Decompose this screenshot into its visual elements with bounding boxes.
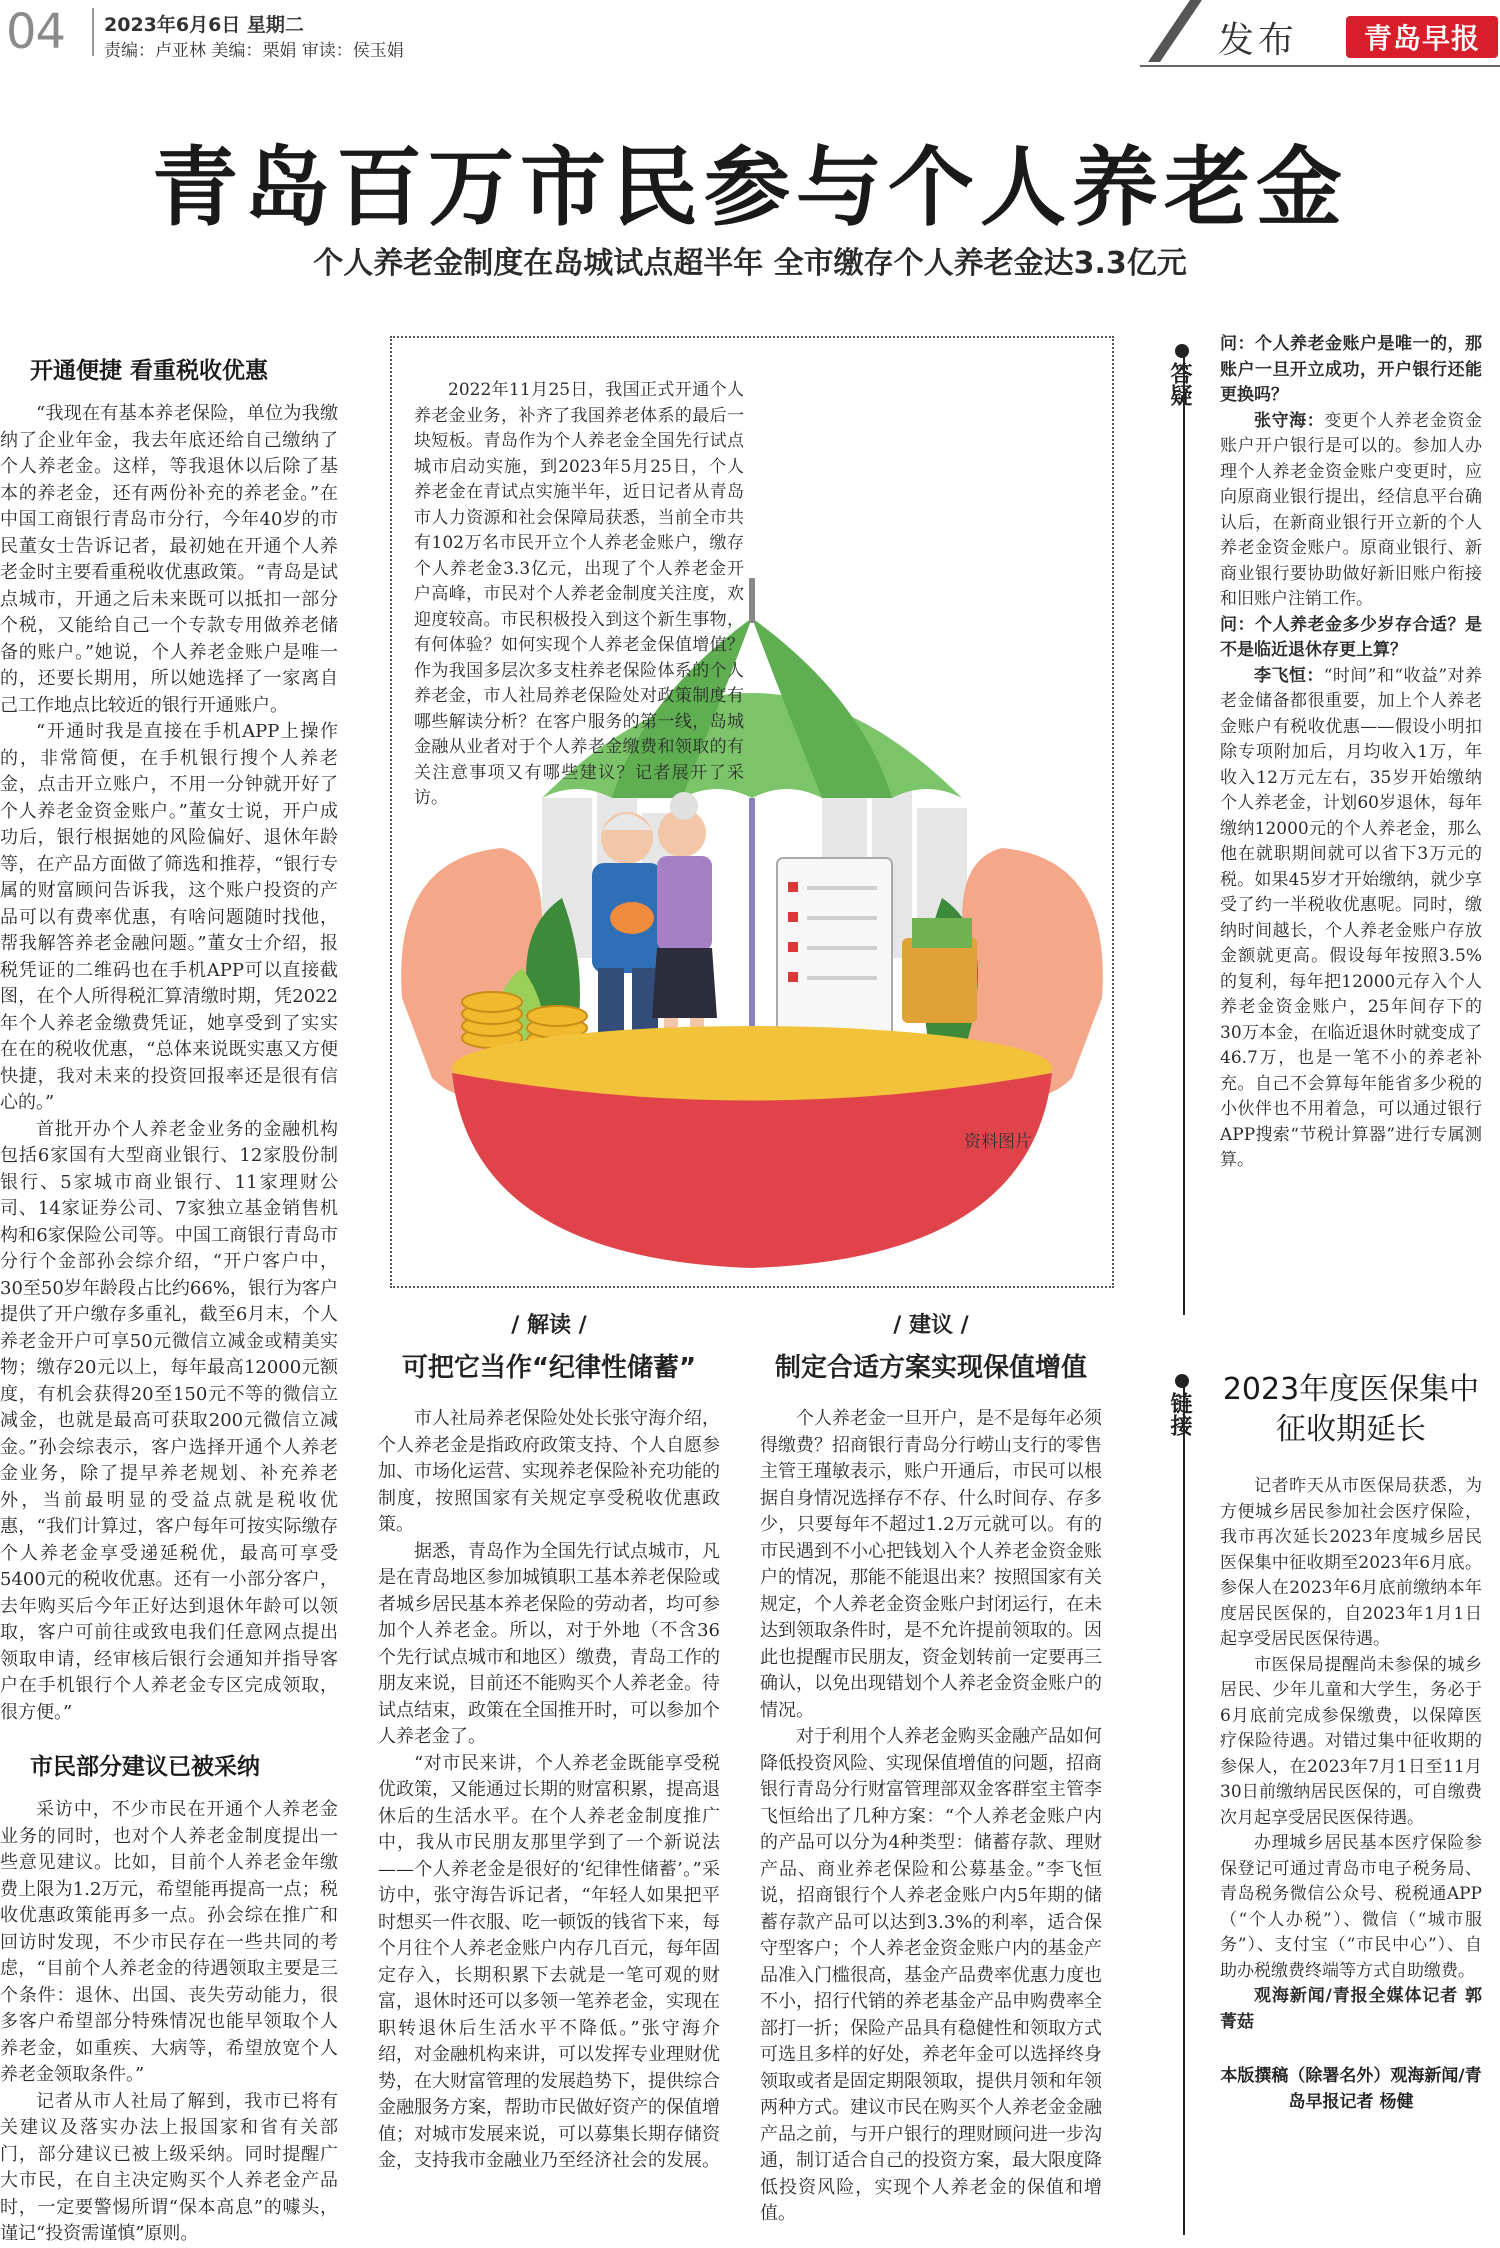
mid-paragraph: 个人养老金一旦开户，是不是每年必须得缴费？招商银行青岛分行崂山支行的零售主管王瑾敏表示，账户开通后，市民可以根据自身情况选择存不存、什么时间存、存多少，只要每年不超过1.2万元就可以。有的市民遇到不小心把钱划入个人养老金资金账户的情况，那能不能退出来？按照国家有关规定，个人养老金资金账户封闭运行，在未达到领取条件时，是不允许提前领取的。因此也提醒市民朋友，资金划转前一定要再三确认，以免出现错划个人养老金资金账户的情况。 bbox=[760, 1408, 1102, 1721]
image-caption: 资料图片 bbox=[964, 1132, 1032, 1152]
link-paragraph: 市医保局提醒尚未参保的城乡居民、少年儿童和大学生，务必于6月底前完成参保缴费，以保障医疗保险待遇。对错过集中征收期的参保人，在2023年7月1日至11月30日前缴纳居民医保的，可自缴费次月起享受居民医保待遇。 bbox=[1220, 1654, 1482, 1828]
qa-section bbox=[1220, 332, 1482, 1174]
issue-date: 2023年6月6日 星期二 bbox=[104, 14, 304, 36]
left-paragraph: 采访中，不少市民在开通个人养老金业务的同时，也对个人养老金制度提出一些意见建议。比如，目前个人养老金年缴费上限为1.2万元，希望能再提高一点；税收优惠政策能再多一点。孙会综在推广和回访时发现，不少市民存在一些共同的考虑，“目前个人养老金的待遇领取主要是三个条件：退休、出国、丧失劳动能力，很多客户希望部分特殊情况也能早领取个人养老金，如重疾、大病等，希望放宽个人养老金领取条件。” bbox=[0, 1799, 338, 2085]
left-paragraph: “我现在有基本养老保险，单位为我缴纳了企业年金，我去年底还给自己缴纳了个人养老金。这样，等我退休以后除了基本的养老金，还有两份补充的养老金。”在中国工商银行青岛市分行，今年40岁的市民董女士告诉记者，最初她在开通个人养老金时主要看重税收优惠政策。“青岛是试点城市，开通之后未来既可以抵扣一部分个税，又能给自己一个专款专用做养老储备的账户。”她说，个人养老金账户是唯一的，还要长期用，所以她选择了一家离自己工作地点比较近的银行开通账户。 bbox=[0, 403, 338, 716]
qa-answer-text: “时间”和“收益”对养老金储备都很重要，加上个人养老金账户有税收优惠——假设小明扣除专项附加后，月均收入1万，年收入12万元左右，35岁开始缴纳个人养老金，计划60岁退休，每年缴纳12000元的个人养老金，那么他在就职期间就可以省下3万元的税。如果45岁才开始缴纳，就少享受了约一半税收优惠呢。同时，缴纳时间越长，个人养老金账户存放金额就更高。假设每年按照3.5%的复利，每年把12000元存入个人养老金资金账户，25年间存下的30万本金，在临近退休时就变成了46.7万，也是一笔不小的养老补充。自己不会算每年能省多少税的小伙伴也不用着急，可以通过银行APP搜索“节税计算器”进行专属测算。 bbox=[1220, 665, 1482, 1170]
newspaper-logo bbox=[1346, 16, 1498, 58]
intro-box bbox=[390, 336, 1114, 1288]
qa-answer bbox=[1220, 664, 1482, 1174]
left-paragraph: “开通时我是直接在手机APP上操作的，非常简便，在手机银行搜个人养老金，点击开立账户，不用一分钟就开好了个人养老金资金账户。”董女士说，开户成功后，银行根据她的风险偏好、退休年龄等，在产品方面做了筛选和推荐，“银行专属的财富顾问告诉我，这个账户投资的产品可以有费率优惠，有啥问题随时找他，帮我解答养老金融问题。”董女士介绍，报税凭证的二维码也在手机APP可以直接截图，在个人所得税汇算清缴时期，凭2022年个人养老金缴费凭证，她享受到了实实在在的税收优惠，“总体来说既实惠又方便快捷，我对未来的投资回报率还是很有信心的。” bbox=[0, 721, 338, 1113]
logo-text: 青岛早报 bbox=[1363, 22, 1480, 55]
qa-speaker: 李飞恒： bbox=[1254, 665, 1324, 686]
left-subheading-2: 市民部分建议已被采纳 bbox=[30, 1754, 260, 1780]
headline: 青岛百万市民参与个人养老金 bbox=[152, 138, 1348, 238]
link-dot bbox=[1175, 1374, 1189, 1388]
mid-title-1: 可把它当作“纪律性储蓄” bbox=[401, 1353, 697, 1383]
mid-title-2: 制定合适方案实现保值增值 bbox=[774, 1353, 1087, 1383]
intro-paragraph: 2022年11月25日，我国正式开通个人养老金业务，补齐了我国养老体系的最后一块短板。青岛作为个人养老金全国先行试点城市启动实施，到2023年5月25日，个人养老金在青试点实施半年，近日记者从青岛市人力资源和社会保障局获悉，当前全市共有102万名市民开立个人养老金账户，缴存个人养老金3.3亿元，出现了个人养老金开户高峰，市民对个人养老金制度关注度，欢迎度较高。市民积极投入到这个新生事物，有何体验？如何实现个人养老金保值增值？作为我国多层次多支柱养老保险体系的个人养老金，市人社局养老保险处对政策制度有哪些解读分析？在客户服务的第一线，岛城金融从业者对于个人养老金缴费和领取的有关注意事项又有哪些建议？记者展开了采访。 bbox=[414, 380, 744, 808]
left-paragraph: 首批开办个人养老金业务的金融机构包括6家国有大型商业银行、12家股份制银行、5家城市商业银行、11家理财公司、14家证券公司、7家独立基金销售机构和6家保险公司等。中国工商银行青岛市分行个金部孙会综介绍，“开户客户中，30至50岁年龄段占比约66%，银行为客户提供了开户缴存多重礼，截至6月末，个人养老金开户可享50元微信立减金或精美实物；缴存20元以上，每年最高12000元额度，有机会获得20至150元不等的微信立减金，也就是最高可获取200元微信立减金。”孙会综表示，客户选择开通个人养老金业务，除了提早养老规划、补充养老外，当前最明显的受益点就是税收优惠，“我们计算过，客户每年可按实际缴存个人养老金享受递延税优，最高可享受5400元的税收优惠。还有一小部分客户，去年购买后今年正好达到退休年龄可以领取，客户可前往或致电我们任意网点提出领取申请，经审核后银行会通知并指导客户在手机银行个人养老金专区完成领取，很方便。” bbox=[0, 1118, 338, 1723]
subheadline: 个人养老金制度在岛城试点超半年 全市缴存个人养老金达3.3亿元 bbox=[313, 246, 1187, 281]
section-tag: / 解读 / bbox=[511, 1313, 587, 1338]
mid-paragraph: “对市民来讲，个人养老金既能享受税优政策，又能通过长期的财富积累，提高退休后的生活水平。在个人养老金制度推广中，我从市民朋友那里学到了一个新说法——个人养老金是很好的‘纪律性储蓄’。”采访中，张守海告诉记者，“年轻人如果把平时想买一件衣服、吃一顿饭的钱省下来，每个月往个人养老金账户内存几百元，每年固定存入，长期积累下去就是一笔可观的财富，退休时还可以多领一笔养老金，实现在职转退休后生活水平不降低。”张守海介绍，对金融机构来讲，可以发挥专业理财优势，在大财富管理的发展趋势下，提供综合金融服务方案，帮助市民做好资产的保值增值；对城市发展来说，可以募集长期存储资金，支持我市金融业乃至经济社会的发展。 bbox=[378, 1752, 720, 2171]
link-rule bbox=[1183, 1375, 1185, 2235]
mid-paragraph: 据悉，青岛作为全国先行试点城市，凡是在青岛地区参加城镇职工基本养老保险或者城乡居民基本养老保险的劳动者，均可参加个人养老金。所以，对于外地（不含36个先行试点城市和地区）缴费，青岛工作的朋友来说，目前还不能购买个人养老金。待试点结束，政策在全国推开时，可以参加个人养老金了。 bbox=[378, 1540, 720, 1747]
link-byline: 观海新闻/青报全媒体记者 郭菁菇 bbox=[1220, 1986, 1482, 2032]
editor-credits: 责编：卢亚林 美编：栗娟 审读：侯玉娟 bbox=[104, 41, 404, 61]
link-paragraph: 记者昨天从市医保局获悉，为方便城乡居民参加社会医疗保险，我市再次延长2023年度城乡居民医保集中征收期至2023年6月底。参保人在2023年6月底前缴纳本年度居民医保的，自2023年1月1日起享受居民医保待遇。 bbox=[1220, 1476, 1482, 1649]
qa-dot bbox=[1175, 344, 1189, 358]
mid-column-2 bbox=[760, 1308, 1102, 2228]
left-subheading-1: 开通便捷 看重税收优惠 bbox=[30, 358, 269, 384]
left-column bbox=[0, 352, 338, 2248]
section-name: 发布 bbox=[1218, 20, 1299, 61]
intro-text-left bbox=[414, 378, 744, 838]
qa-question: 问：个人养老金多少岁存合适？是不是临近退休存更上算？ bbox=[1220, 614, 1482, 660]
qa-question: 问：个人养老金账户是唯一的，那账户一旦开立成功，开户银行还能更换吗？ bbox=[1220, 334, 1482, 405]
header-divider bbox=[92, 8, 94, 56]
qa-rule bbox=[1183, 345, 1185, 1315]
section-tag: / 建议 / bbox=[893, 1313, 969, 1338]
link-paragraph: 办理城乡居民基本医疗保险参保登记可通过青岛市电子税务局、青岛税务微信公众号、税税通APP（“个人办税”）、微信（“城市服务”）、支付宝（“市民中心”）、自助办税缴费终端等方式自助缴费。 bbox=[1220, 1833, 1482, 1981]
link-section bbox=[1220, 1370, 1482, 2115]
mid-paragraph: 市人社局养老保险处处长张守海介绍，个人养老金是指政府政策支持、个人自愿参加、市场化运营、实现养老保险补充功能的制度，按照国家有关规定享受税收优惠政策。 bbox=[378, 1408, 720, 1535]
left-paragraph: 记者从市人社局了解到，我市已将有关建议及落实办法上报国家和省有关部门，部分建议已被上级采纳。同时提醒广大市民，在自主决定购买个人养老金产品时，一定要警惕所谓“保本高息”的噱头，谨记“投资需谨慎”原则。 bbox=[0, 2090, 338, 2244]
page-credit: 本版撰稿（除署名外）观海新闻/青岛早报记者 杨健 bbox=[1220, 2066, 1482, 2112]
page-number: 04 bbox=[6, 4, 66, 60]
qa-answer bbox=[1220, 409, 1482, 613]
qa-label: 答疑 bbox=[1167, 362, 1192, 406]
mid-paragraph: 对于利用个人养老金购买金融产品如何降低投资风险、实现保值增值的问题，招商银行青岛分行财富管理部双金客群室主管李飞恒给出了几种方案：“个人养老金账户内的产品可以分为4种类型：储蓄存款、理财产品、商业养老保险和公募基金。”李飞恒说，招商银行个人养老金账户内5年期的储蓄存款产品可以达到3.3%的利率，适合保守型客户；个人养老金资金账户内的基金产品准入门槛很高，基金产品费率优惠力度也不小，招行代销的养老基金产品申购费率全部打一折；保险产品具有稳健性和领取方式可选且多样的好处，养老年金可以选择终身领取或者是固定期限领取，提供月领和年领两种方式。建议市民在购买个人养老金金融产品之前，与开户银行的理财顾问进一步沟通，制订适合自己的投资方案，最大限度降低投资风险，实现个人养老金的保值和增值。 bbox=[760, 1726, 1102, 2224]
link-label: 链接 bbox=[1167, 1392, 1192, 1436]
qa-speaker: 张守海： bbox=[1254, 410, 1325, 431]
link-title: 2023年度医保集中征收期延长 bbox=[1222, 1372, 1480, 1447]
qa-answer-text: 变更个人养老金资金账户开户银行是可以的。参加人办理个人养老金资金账户变更时，应向原商业银行提出，经信息平台确认后，在新商业银行开立新的个人养老金资金账户。原商业银行、新商业银行要协助做好新旧账户衔接和旧账户注销工作。 bbox=[1220, 410, 1483, 609]
mid-column-1 bbox=[378, 1308, 720, 2175]
